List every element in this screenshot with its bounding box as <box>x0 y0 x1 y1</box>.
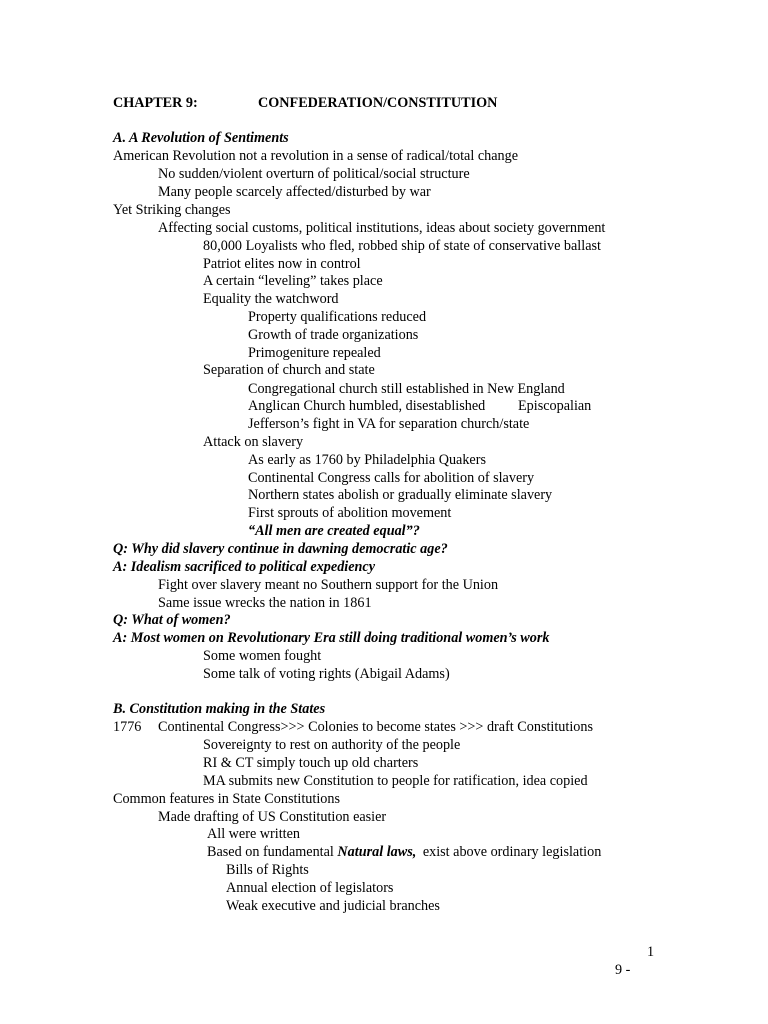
text-segment: Episcopalian <box>518 398 592 414</box>
text-line: American Revolution not a revolution in a sense of radical/total change <box>113 148 519 164</box>
text-line: Yet Striking changes <box>113 202 231 218</box>
emphasis-text: Natural laws, <box>337 844 417 860</box>
text-line: Made drafting of US Constitution easier <box>158 809 387 825</box>
text-line <box>248 398 592 415</box>
text-segment: Based on fundamental <box>207 844 334 860</box>
text-line: Growth of trade organizations <box>248 327 419 343</box>
answer-line: A: Idealism sacrificed to political expediency <box>113 559 376 575</box>
page-number: 1 <box>647 944 655 960</box>
text-line: Affecting social customs, political institutions, ideas about society government <box>158 220 606 236</box>
text-line: RI & CT simply touch up old charters <box>203 755 419 771</box>
text-line: Fight over slavery meant no Southern support for the Union <box>158 577 499 593</box>
text-line: Jefferson’s fight in VA for separation church/state <box>248 416 530 432</box>
text-line: As early as 1760 by Philadelphia Quakers <box>248 452 486 468</box>
text-segment: Anglican Church humbled, disestablished <box>248 398 486 414</box>
text-line: Equality the watchword <box>203 291 339 307</box>
text-line: 80,000 Loyalists who fled, robbed ship of state of conservative ballast <box>203 238 601 254</box>
chapter-title: CONFEDERATION/CONSTITUTION <box>258 95 498 111</box>
text-line: Some women fought <box>203 648 322 664</box>
section-b-heading: B. Constitution making in the States <box>113 701 326 717</box>
text-line: Annual election of legislators <box>226 880 394 896</box>
text-line: Property qualifications reduced <box>248 309 427 325</box>
text-line: Primogeniture repealed <box>248 345 381 361</box>
section-a-heading: A. A Revolution of Sentiments <box>113 130 289 146</box>
text-line: No sudden/violent overturn of political/social structure <box>158 166 470 182</box>
text-line: Northern states abolish or gradually eliminate slavery <box>248 487 553 503</box>
question-line: Q: What of women? <box>113 612 231 628</box>
chapter-heading <box>113 95 498 112</box>
text-line: All were written <box>207 826 300 842</box>
page-prefix: 9 - <box>615 962 631 978</box>
text-line: A certain “leveling” takes place <box>203 273 383 289</box>
text-segment: exist above ordinary legislation <box>422 844 602 860</box>
text-line: “All men are created equal”? <box>248 523 420 539</box>
text-line: Some talk of voting rights (Abigail Adams) <box>203 666 450 682</box>
text-line <box>207 844 601 861</box>
chapter-label: CHAPTER 9: <box>113 95 198 111</box>
text-line: Attack on slavery <box>203 434 304 450</box>
text-line: Same issue wrecks the nation in 1861 <box>158 595 372 611</box>
year-label: 1776 <box>113 719 142 735</box>
text-line: Patriot elites now in control <box>203 256 361 272</box>
text-line: Many people scarcely affected/disturbed by war <box>158 184 431 200</box>
text-line: Weak executive and judicial branches <box>226 898 440 914</box>
answer-line: A: Most women on Revolutionary Era still doing traditional women’s work <box>113 630 550 646</box>
text-line: First sprouts of abolition movement <box>248 505 452 521</box>
text-line: Bills of Rights <box>226 862 309 878</box>
text-line: Common features in State Constitutions <box>113 791 340 807</box>
text-line: MA submits new Constitution to people for ratification, idea copied <box>203 773 588 789</box>
text-line <box>113 719 593 736</box>
text-line: Congregational church still established in New England <box>248 381 565 397</box>
text-line: Continental Congress calls for abolition of slavery <box>248 470 535 486</box>
question-line: Q: Why did slavery continue in dawning democratic age? <box>113 541 448 557</box>
text-line: Separation of church and state <box>203 362 375 378</box>
text-line: Sovereignty to rest on authority of the people <box>203 737 461 753</box>
text-segment: Continental Congress>>> Colonies to become states >>> draft Constitutions <box>158 719 593 735</box>
